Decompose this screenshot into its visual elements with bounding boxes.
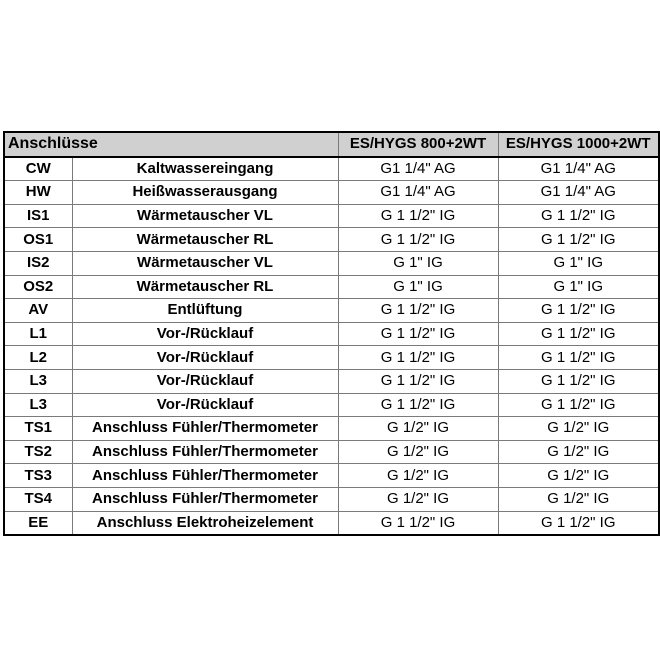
row-value-model-a: G 1/2" IG <box>338 487 498 511</box>
row-code: TS3 <box>4 464 72 488</box>
row-value-model-b: G 1/2" IG <box>498 440 659 464</box>
table-row <box>4 511 659 535</box>
row-value-model-b: G1 1/4" AG <box>498 181 659 205</box>
row-value-model-b: G 1" IG <box>498 251 659 275</box>
row-description: Heißwasserausgang <box>72 181 338 205</box>
row-code: L2 <box>4 346 72 370</box>
table-body <box>4 157 659 536</box>
row-value-model-b: G 1 1/2" IG <box>498 228 659 252</box>
row-code: IS1 <box>4 204 72 228</box>
row-code: CW <box>4 157 72 181</box>
row-value-model-a: G1 1/4" AG <box>338 181 498 205</box>
row-description: Vor-/Rücklauf <box>72 369 338 393</box>
row-code: TS1 <box>4 417 72 441</box>
row-description: Anschluss Fühler/Thermometer <box>72 487 338 511</box>
row-code: TS2 <box>4 440 72 464</box>
row-value-model-a: G1 1/4" AG <box>338 157 498 181</box>
table-row <box>4 299 659 323</box>
row-description: Vor-/Rücklauf <box>72 322 338 346</box>
row-value-model-b: G 1 1/2" IG <box>498 299 659 323</box>
row-value-model-b: G 1 1/2" IG <box>498 204 659 228</box>
row-value-model-a: G 1 1/2" IG <box>338 369 498 393</box>
header-model-a: ES/HYGS 800+2WT <box>338 132 498 157</box>
header-title: Anschlüsse <box>4 132 338 157</box>
table-row <box>4 204 659 228</box>
row-code: IS2 <box>4 251 72 275</box>
row-value-model-b: G 1/2" IG <box>498 487 659 511</box>
row-value-model-b: G 1 1/2" IG <box>498 393 659 417</box>
table-row <box>4 487 659 511</box>
header-model-b: ES/HYGS 1000+2WT <box>498 132 659 157</box>
row-code: L3 <box>4 369 72 393</box>
table-row <box>4 228 659 252</box>
row-value-model-b: G 1/2" IG <box>498 417 659 441</box>
table-row <box>4 181 659 205</box>
connections-table <box>3 131 660 536</box>
table-row <box>4 157 659 181</box>
row-value-model-a: G 1 1/2" IG <box>338 393 498 417</box>
row-value-model-b: G 1" IG <box>498 275 659 299</box>
table-row <box>4 440 659 464</box>
row-description: Vor-/Rücklauf <box>72 346 338 370</box>
row-code: L3 <box>4 393 72 417</box>
row-value-model-b: G 1 1/2" IG <box>498 322 659 346</box>
row-description: Entlüftung <box>72 299 338 323</box>
row-value-model-a: G 1" IG <box>338 251 498 275</box>
table-row <box>4 346 659 370</box>
row-value-model-b: G 1/2" IG <box>498 464 659 488</box>
row-value-model-b: G 1 1/2" IG <box>498 511 659 535</box>
table-row <box>4 464 659 488</box>
row-description: Anschluss Fühler/Thermometer <box>72 440 338 464</box>
row-description: Anschluss Elektroheizelement <box>72 511 338 535</box>
row-value-model-a: G 1 1/2" IG <box>338 228 498 252</box>
row-description: Wärmetauscher VL <box>72 204 338 228</box>
table-row <box>4 369 659 393</box>
row-value-model-b: G 1 1/2" IG <box>498 369 659 393</box>
row-value-model-a: G 1/2" IG <box>338 417 498 441</box>
row-description: Wärmetauscher VL <box>72 251 338 275</box>
row-code: EE <box>4 511 72 535</box>
row-value-model-a: G 1 1/2" IG <box>338 346 498 370</box>
table-row <box>4 275 659 299</box>
row-value-model-b: G1 1/4" AG <box>498 157 659 181</box>
row-code: AV <box>4 299 72 323</box>
table-row <box>4 322 659 346</box>
table-header <box>4 132 659 157</box>
row-code: HW <box>4 181 72 205</box>
row-value-model-a: G 1 1/2" IG <box>338 299 498 323</box>
table-row <box>4 417 659 441</box>
table-row <box>4 393 659 417</box>
row-value-model-a: G 1" IG <box>338 275 498 299</box>
row-value-model-a: G 1/2" IG <box>338 440 498 464</box>
row-value-model-b: G 1 1/2" IG <box>498 346 659 370</box>
row-value-model-a: G 1 1/2" IG <box>338 204 498 228</box>
row-description: Wärmetauscher RL <box>72 228 338 252</box>
row-value-model-a: G 1/2" IG <box>338 464 498 488</box>
row-code: L1 <box>4 322 72 346</box>
row-value-model-a: G 1 1/2" IG <box>338 322 498 346</box>
table-row <box>4 251 659 275</box>
row-code: OS2 <box>4 275 72 299</box>
row-description: Anschluss Fühler/Thermometer <box>72 417 338 441</box>
row-code: TS4 <box>4 487 72 511</box>
row-description: Vor-/Rücklauf <box>72 393 338 417</box>
row-description: Wärmetauscher RL <box>72 275 338 299</box>
row-description: Kaltwassereingang <box>72 157 338 181</box>
row-value-model-a: G 1 1/2" IG <box>338 511 498 535</box>
header-row <box>4 132 659 157</box>
row-code: OS1 <box>4 228 72 252</box>
row-description: Anschluss Fühler/Thermometer <box>72 464 338 488</box>
